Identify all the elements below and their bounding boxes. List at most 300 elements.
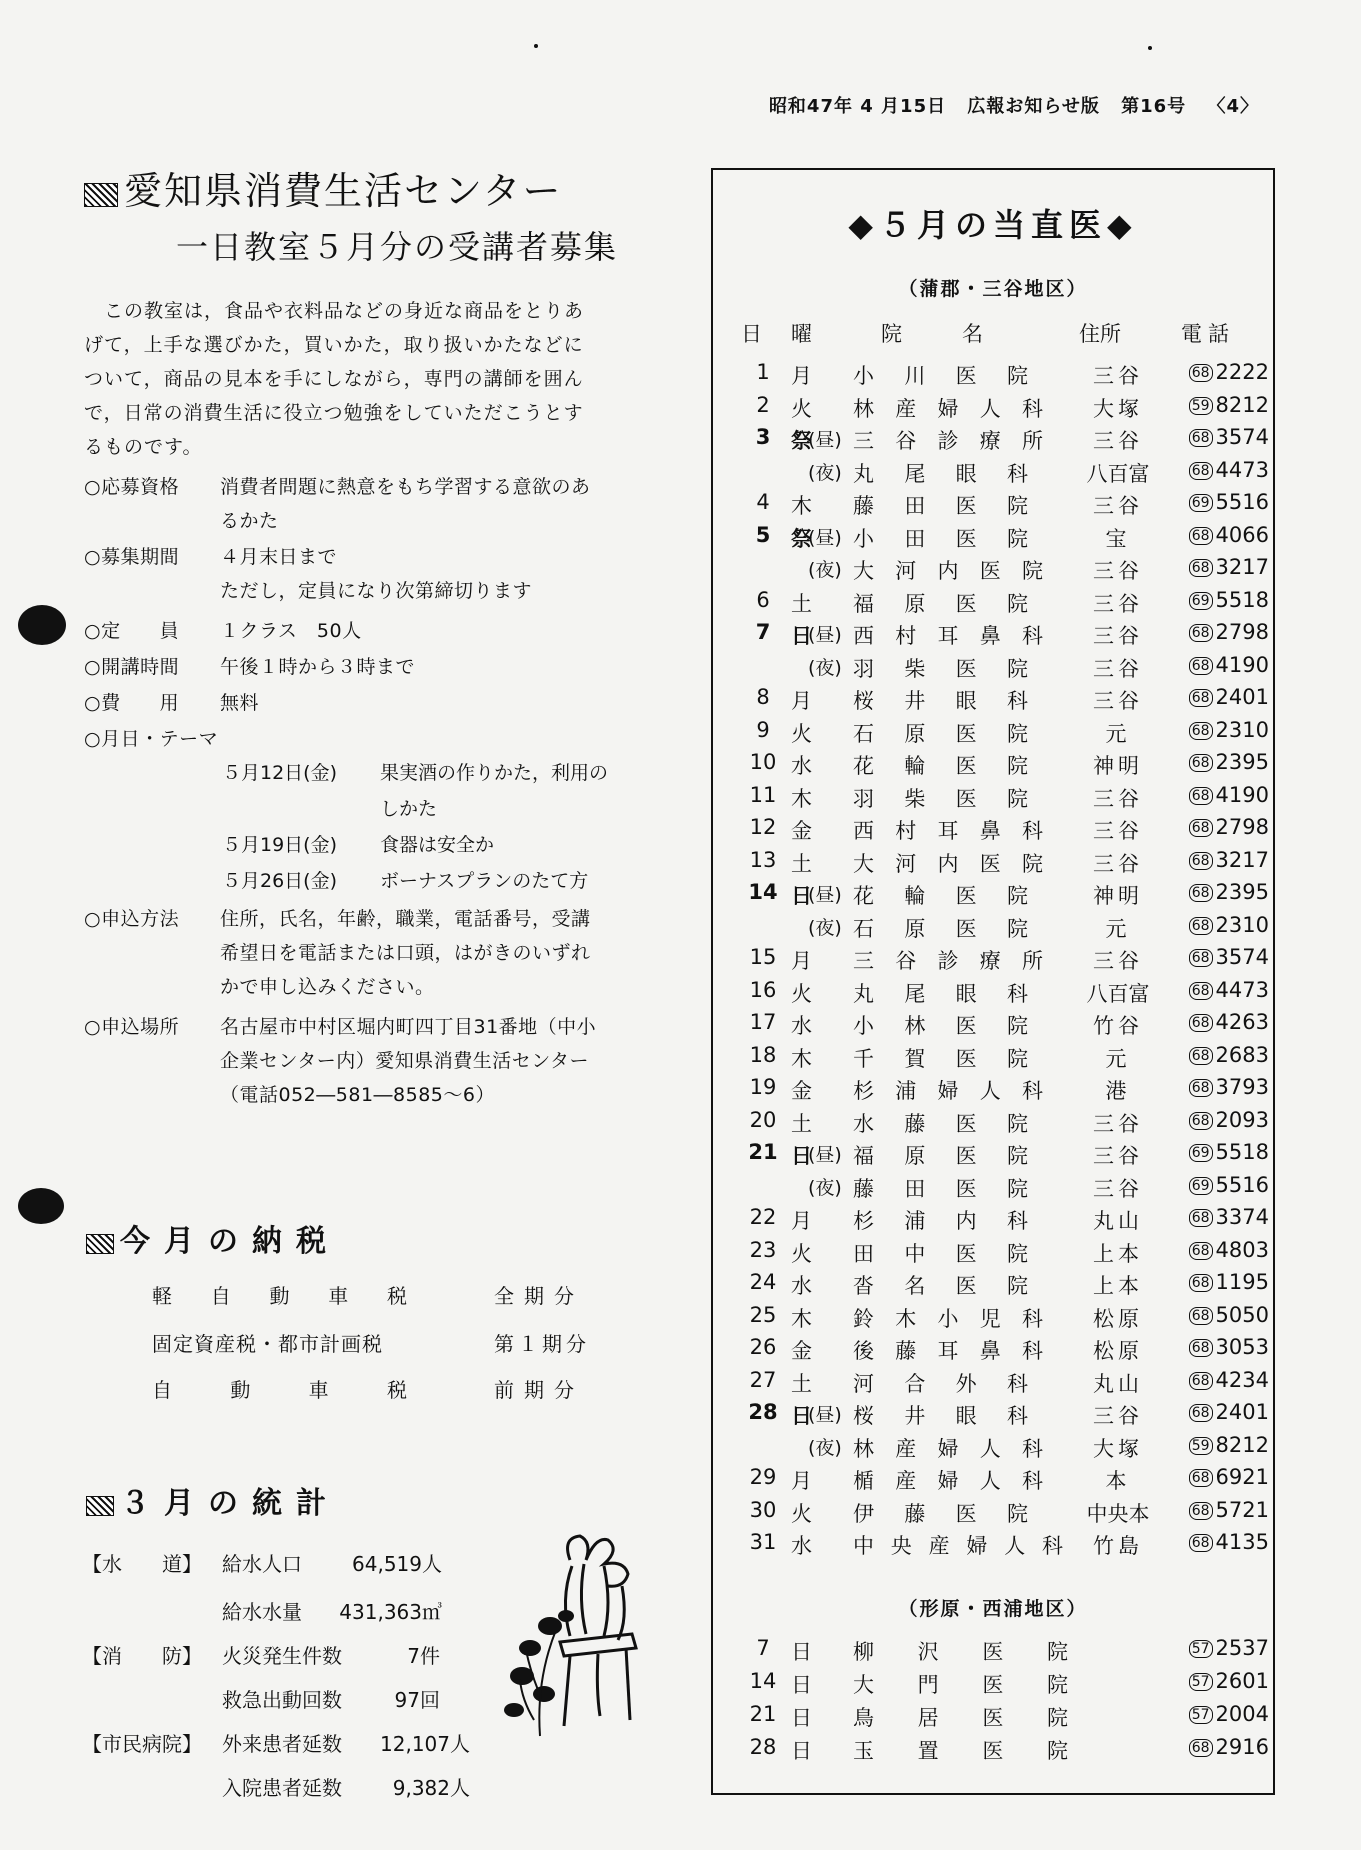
duty-weekday: 日 xyxy=(791,884,812,908)
doctor-name xyxy=(853,880,1028,910)
phone-exchange: 68 xyxy=(1189,1112,1213,1130)
name-char: 石 xyxy=(853,916,874,941)
theme-row-cont: しかた xyxy=(380,798,438,820)
phone xyxy=(1169,588,1269,612)
name-char: 浦 xyxy=(895,1079,917,1103)
phone-number: 2310 xyxy=(1215,717,1269,742)
name-char: 眼 xyxy=(955,461,977,486)
phone-number: 4234 xyxy=(1215,1367,1269,1392)
doctor-name xyxy=(853,718,1028,748)
item-period xyxy=(84,540,532,608)
article-subtitle: 一日教室５月分の受講者募集 xyxy=(176,228,619,266)
phone-number: 4473 xyxy=(1215,977,1269,1002)
name-char: 賀 xyxy=(904,1046,926,1071)
phone-number: 2683 xyxy=(1215,1042,1269,1067)
duty-row xyxy=(713,1303,1273,1335)
doctor-name xyxy=(853,1702,1068,1732)
duty-weekday: 金 xyxy=(791,819,812,843)
theme-date: ５月19日(金) xyxy=(222,834,338,856)
duty-weekday: 木 xyxy=(791,1046,812,1071)
doctor-address: 三谷 xyxy=(1093,624,1143,648)
phone-number: 4803 xyxy=(1215,1237,1269,1262)
name-char: 医 xyxy=(955,526,977,551)
name-char: 医 xyxy=(955,364,977,388)
phone-number: 3793 xyxy=(1215,1075,1269,1099)
phone-exchange: 68 xyxy=(1189,1339,1213,1357)
doctor-address: 竹島 xyxy=(1093,1534,1143,1558)
phone-exchange: 68 xyxy=(1189,689,1213,707)
duty-row xyxy=(713,750,1273,782)
doctor-name xyxy=(853,783,1028,813)
duty-row xyxy=(713,880,1273,912)
phone-exchange: 68 xyxy=(1189,1209,1213,1227)
name-char: 院 xyxy=(1022,559,1043,583)
duty-doctor-panel xyxy=(711,168,1275,1795)
name-char: 藤 xyxy=(904,1111,926,1136)
duty-day: 25 xyxy=(749,1302,777,1327)
name-char: 児 xyxy=(979,1306,1001,1331)
theme-row xyxy=(222,828,494,862)
name-char: 医 xyxy=(955,721,977,746)
name-char: 婦 xyxy=(937,1436,959,1461)
col-header-day: 日 xyxy=(741,322,762,346)
duty-day: 11 xyxy=(749,782,777,807)
doctor-name xyxy=(853,1433,1043,1463)
name-char: 科 xyxy=(1041,1534,1063,1558)
duty-day: 7 xyxy=(755,620,771,644)
name-char: 科 xyxy=(1022,1469,1043,1493)
phone xyxy=(1169,1335,1269,1359)
phone xyxy=(1169,458,1269,482)
name-char: 院 xyxy=(1022,851,1043,876)
hatch-mark-icon xyxy=(86,1496,114,1516)
item-apply-place xyxy=(84,1010,596,1112)
name-char: 科 xyxy=(1022,1436,1043,1461)
name-char: 院 xyxy=(1006,1241,1028,1266)
duty-day: 23 xyxy=(749,1237,777,1262)
stat-value: 7件 xyxy=(407,1644,440,1668)
doctor-name xyxy=(853,588,1028,618)
doctor-address: 上本 xyxy=(1093,1241,1143,1266)
doctor-name xyxy=(853,1465,1043,1495)
phone xyxy=(1169,1108,1269,1132)
name-char: 花 xyxy=(853,884,874,908)
duty-weekday: 日 xyxy=(791,1640,812,1664)
tax-period: 前期分 xyxy=(494,1378,584,1402)
name-char: 医 xyxy=(955,494,977,518)
item-value: 住所，氏名，年齢，職業，電話番号，受講 xyxy=(220,908,591,930)
phone-exchange: 68 xyxy=(1189,1047,1213,1065)
doctor-name xyxy=(853,1530,1063,1560)
name-char: 藤 xyxy=(904,1501,926,1526)
duty-row xyxy=(713,1433,1273,1465)
doctor-name xyxy=(853,1669,1068,1699)
name-char: 眼 xyxy=(955,981,977,1006)
doctor-name xyxy=(853,1075,1043,1105)
duty-row xyxy=(713,685,1273,717)
phone xyxy=(1169,523,1269,547)
item-time xyxy=(84,650,415,684)
name-char: 科 xyxy=(1006,689,1028,713)
item-value: （電話052―581―8585～6） xyxy=(220,1084,495,1106)
doctor-name xyxy=(853,1270,1028,1300)
doctor-name xyxy=(853,685,1028,715)
name-char: 院 xyxy=(1006,364,1028,388)
doctor-name xyxy=(853,555,1043,585)
phone xyxy=(1169,1238,1269,1262)
doctor-address: 三谷 xyxy=(1093,494,1143,518)
name-char: 河 xyxy=(853,1371,874,1396)
name-char: 医 xyxy=(955,786,977,811)
phone xyxy=(1169,393,1269,417)
name-char: 水 xyxy=(853,1111,874,1136)
name-char: 小 xyxy=(937,1306,959,1331)
phone-number: 2222 xyxy=(1215,360,1269,384)
phone-number: 8212 xyxy=(1215,1432,1269,1457)
phone-number: 4190 xyxy=(1215,782,1269,807)
speck xyxy=(534,44,538,48)
name-char: 院 xyxy=(1006,1274,1028,1298)
item-value: 午後１時から３時まで xyxy=(220,656,416,678)
phone xyxy=(1169,1303,1269,1327)
duty-row xyxy=(713,1140,1273,1172)
name-char: 人 xyxy=(979,1079,1001,1103)
phone-exchange: 68 xyxy=(1189,462,1213,480)
col-header-address: 住所 xyxy=(1079,322,1121,346)
doctor-address: 三谷 xyxy=(1093,819,1143,843)
name-char: 原 xyxy=(904,721,926,746)
header-date: 昭和47年 4 月15日 xyxy=(768,96,947,117)
name-char: 院 xyxy=(1006,656,1028,681)
name-char: 医 xyxy=(955,1176,977,1201)
doctor-address: 竹谷 xyxy=(1093,1014,1143,1038)
doctor-address: 三谷 xyxy=(1093,429,1143,453)
name-char: 医 xyxy=(982,1706,1004,1730)
phone-exchange: 68 xyxy=(1189,949,1213,967)
stat-label: 入院患者延数 xyxy=(222,1776,342,1800)
stat-category: 【消 防】 xyxy=(82,1644,202,1668)
name-char: 小 xyxy=(853,526,874,551)
doctor-address: 元 xyxy=(1105,721,1131,746)
name-char: 所 xyxy=(1022,949,1043,973)
phone-number: 4263 xyxy=(1215,1010,1269,1034)
name-char: 鼻 xyxy=(979,819,1001,843)
doctor-name xyxy=(853,1498,1028,1528)
phone-number: 1195 xyxy=(1215,1270,1269,1294)
phone-exchange: 68 xyxy=(1189,1274,1213,1292)
phone-exchange: 68 xyxy=(1189,819,1213,837)
tax-name: 軽自動車税 xyxy=(152,1284,407,1308)
duty-row xyxy=(713,523,1273,555)
phone-number: 4473 xyxy=(1215,457,1269,482)
item-label: ○募集期間 xyxy=(84,546,180,568)
hatch-mark-icon xyxy=(86,1234,114,1254)
phone-exchange: 68 xyxy=(1189,657,1213,675)
name-char: 院 xyxy=(1046,1640,1068,1664)
name-char: 置 xyxy=(917,1739,939,1763)
speck xyxy=(1148,46,1152,50)
name-char: 田 xyxy=(904,494,926,518)
duty-row xyxy=(713,1010,1273,1042)
name-char: 医 xyxy=(955,754,977,778)
item-qualification xyxy=(84,470,591,538)
name-char: 内 xyxy=(937,559,959,583)
phone-exchange: 68 xyxy=(1189,1242,1213,1260)
name-char: 医 xyxy=(955,1274,977,1298)
phone-number: 2798 xyxy=(1215,815,1269,839)
duty-row xyxy=(713,588,1273,620)
name-char: 央 xyxy=(890,1534,912,1558)
phone xyxy=(1169,425,1269,449)
name-char: 内 xyxy=(937,851,959,876)
name-char: 木 xyxy=(895,1306,917,1331)
area-title-katahara: （形原・西浦地区） xyxy=(898,1598,1088,1620)
name-char: 院 xyxy=(1006,1046,1028,1071)
name-char: 河 xyxy=(895,851,917,876)
name-char: 耳 xyxy=(937,819,959,843)
duty-day: 19 xyxy=(749,1075,777,1099)
name-char: 医 xyxy=(955,591,977,616)
duty-day: 26 xyxy=(749,1335,777,1359)
name-char: 藤 xyxy=(853,1176,874,1201)
name-char: 医 xyxy=(955,1014,977,1038)
name-char: 医 xyxy=(955,1046,977,1071)
doctor-name xyxy=(853,653,1028,683)
tax-name: 自動車税 xyxy=(152,1378,407,1402)
name-char: 医 xyxy=(955,1111,977,1136)
stat-value: 9,382人 xyxy=(392,1776,470,1800)
duty-weekday: 月 xyxy=(791,1469,812,1493)
doctor-address: 丸山 xyxy=(1093,1209,1143,1233)
item-fee xyxy=(84,686,259,720)
phone-exchange: 68 xyxy=(1189,852,1213,870)
duty-day: 8 xyxy=(756,685,770,709)
duty-row xyxy=(713,1735,1273,1767)
duty-day: 16 xyxy=(749,977,777,1002)
name-char: 院 xyxy=(1046,1706,1068,1730)
phone-number: 8212 xyxy=(1215,392,1269,417)
doctor-address: 三谷 xyxy=(1093,591,1143,616)
name-char: 婦 xyxy=(937,396,959,421)
name-char: 診 xyxy=(937,949,959,973)
duty-day: 12 xyxy=(749,815,777,839)
phone xyxy=(1169,360,1269,384)
phone xyxy=(1169,848,1269,872)
phone-number: 3574 xyxy=(1215,425,1269,449)
phone xyxy=(1169,1270,1269,1294)
stat-label: 火災発生件数 xyxy=(222,1644,342,1668)
name-char: 婦 xyxy=(937,1469,959,1493)
duty-weekday: 水 xyxy=(791,754,812,778)
doctor-name xyxy=(853,1140,1028,1170)
phone-number: 2093 xyxy=(1215,1107,1269,1132)
name-char: 藤 xyxy=(853,494,874,518)
phone-exchange: 69 xyxy=(1189,1177,1213,1195)
duty-weekday: 月 xyxy=(791,949,812,973)
doctor-address: 港 xyxy=(1105,1079,1131,1103)
name-char: 原 xyxy=(904,591,926,616)
name-char: 科 xyxy=(1022,819,1043,843)
item-value: 希望日を電話または口頭，はがきのいずれ xyxy=(220,942,591,964)
name-char: 産 xyxy=(928,1534,950,1558)
article-intro xyxy=(84,294,664,464)
duty-day: 7 xyxy=(756,1636,770,1660)
stat-value: 97回 xyxy=(394,1688,440,1712)
doctor-name xyxy=(853,490,1028,520)
name-char: 柴 xyxy=(904,656,926,681)
name-char: 原 xyxy=(904,916,926,941)
doctor-address: 大塚 xyxy=(1093,1436,1143,1461)
name-char: 井 xyxy=(904,1404,926,1428)
hatch-mark-icon xyxy=(84,183,118,207)
name-char: 科 xyxy=(1006,1404,1028,1428)
col-header-dow: 曜 xyxy=(791,322,812,346)
name-char: 耳 xyxy=(937,624,959,648)
phone-exchange: 68 xyxy=(1189,1404,1213,1422)
phone-exchange: 69 xyxy=(1189,494,1213,512)
name-char: 門 xyxy=(917,1673,939,1697)
tax-period: 第１期分 xyxy=(494,1332,590,1356)
duty-row xyxy=(713,620,1273,652)
phone-number: 3053 xyxy=(1215,1335,1269,1359)
name-char: 千 xyxy=(853,1046,874,1071)
duty-day: 14 xyxy=(749,1669,777,1693)
doctor-address: 三谷 xyxy=(1093,656,1143,681)
phone-exchange: 68 xyxy=(1189,1502,1213,1520)
phone xyxy=(1169,1010,1269,1034)
name-char: 医 xyxy=(955,884,977,908)
item-label: ○開講時間 xyxy=(84,656,180,678)
tax-period: 全期分 xyxy=(494,1284,584,1308)
doctor-name xyxy=(853,393,1043,423)
intro-line: げて，上手な選びかた，買いかた，取り扱いかたなどに xyxy=(84,334,584,356)
duty-day: 6 xyxy=(756,587,770,612)
name-char: 院 xyxy=(1006,884,1028,908)
name-char: 科 xyxy=(1022,1339,1043,1363)
doctor-name xyxy=(853,425,1043,455)
name-char: 石 xyxy=(853,721,874,746)
theme-row xyxy=(222,864,588,898)
doctor-address: 八百富 xyxy=(1086,461,1150,486)
phone-exchange: 68 xyxy=(1189,1739,1213,1757)
duty-row xyxy=(713,1238,1273,1270)
theme-date: ５月12日(金) xyxy=(222,762,338,784)
duty-weekday: 土 xyxy=(791,1371,812,1396)
doctor-name xyxy=(853,620,1043,650)
name-char: 院 xyxy=(1006,1501,1028,1526)
name-char: 科 xyxy=(1022,1079,1043,1103)
name-char: 婦 xyxy=(937,1079,959,1103)
doctor-name xyxy=(853,815,1043,845)
name-char: 谷 xyxy=(895,949,917,973)
phone-exchange: 68 xyxy=(1189,884,1213,902)
doctor-address: 松原 xyxy=(1093,1339,1143,1363)
name-char: 小 xyxy=(853,1014,874,1038)
name-char: 眼 xyxy=(955,689,977,713)
duty-row xyxy=(713,1636,1273,1668)
stat-category: 【水 道】 xyxy=(82,1552,202,1576)
phone-exchange: 68 xyxy=(1189,1534,1213,1552)
name-char: 人 xyxy=(979,396,1001,421)
phone-number: 5516 xyxy=(1215,1172,1269,1197)
tax-name: 固定資産税・都市計画税 xyxy=(152,1332,383,1356)
duty-weekday: 火 xyxy=(791,1241,812,1266)
name-char: 科 xyxy=(1006,981,1028,1006)
duty-day: 9 xyxy=(756,717,770,742)
duty-row xyxy=(713,1043,1273,1075)
duty-weekday: 月 xyxy=(791,689,812,713)
duty-day: 13 xyxy=(749,847,777,872)
phone-number: 5518 xyxy=(1215,587,1269,612)
doctor-address: 三谷 xyxy=(1093,1176,1143,1201)
name-char: 原 xyxy=(904,1144,926,1168)
duty-weekday: 火 xyxy=(791,981,812,1006)
item-apply-method xyxy=(84,902,591,1004)
phone-exchange: 68 xyxy=(1189,559,1213,577)
duty-row xyxy=(713,393,1273,425)
name-char: 外 xyxy=(955,1371,977,1396)
name-char: 尾 xyxy=(904,981,926,1006)
duty-shift: (昼) xyxy=(808,884,842,906)
duty-day: 22 xyxy=(749,1205,777,1229)
duty-day: 4 xyxy=(756,490,770,514)
duty-row xyxy=(713,848,1273,880)
header-page: 〈4〉 xyxy=(1207,96,1259,117)
doctor-name xyxy=(853,1335,1043,1365)
item-value: ４月末日まで xyxy=(220,546,338,568)
phone-number: 2004 xyxy=(1215,1702,1269,1726)
duty-row xyxy=(713,913,1273,945)
name-char: 輪 xyxy=(904,754,926,778)
name-char: 院 xyxy=(1006,786,1028,811)
stat-label: 給水人口 xyxy=(222,1552,302,1576)
phone xyxy=(1169,1702,1269,1726)
name-char: 尾 xyxy=(904,461,926,486)
doctor-name xyxy=(853,978,1028,1008)
name-char: 谷 xyxy=(895,429,917,453)
name-char: 内 xyxy=(955,1209,977,1233)
name-char: 丸 xyxy=(853,981,874,1006)
theme-title: 果実酒の作りかた，利用の xyxy=(380,762,609,784)
duty-weekday: 土 xyxy=(791,851,812,876)
name-char: 田 xyxy=(904,1176,926,1201)
name-char: 医 xyxy=(982,1673,1004,1697)
item-label: ○月日・テーマ xyxy=(84,728,219,750)
duty-day: 29 xyxy=(749,1465,777,1489)
doctor-name xyxy=(853,945,1043,975)
duty-weekday: 土 xyxy=(791,1111,812,1136)
item-value: 消費者問題に熱意をもち学習する意欲のあ xyxy=(220,476,591,498)
phone-exchange: 68 xyxy=(1189,527,1213,545)
duty-weekday: 水 xyxy=(791,1534,812,1558)
doctor-address: 神明 xyxy=(1093,754,1143,778)
duty-row xyxy=(713,653,1273,685)
name-char: 科 xyxy=(1022,624,1043,648)
phone xyxy=(1169,1735,1269,1759)
name-char: 院 xyxy=(1006,526,1028,551)
name-char: 科 xyxy=(1006,1371,1028,1396)
name-char: 院 xyxy=(1006,1014,1028,1038)
stat-label: 外来患者延数 xyxy=(222,1732,342,1756)
intro-line: この教室は，食品や衣料品などの身近な商品をとりあ xyxy=(104,300,585,322)
duty-day: 21 xyxy=(748,1140,778,1164)
phone xyxy=(1169,945,1269,969)
duty-weekday: 日 xyxy=(791,1673,812,1697)
name-char: 三 xyxy=(853,949,874,973)
item-label: ○申込方法 xyxy=(84,908,180,930)
duty-day: 18 xyxy=(749,1042,777,1067)
doctor-name xyxy=(853,848,1043,878)
